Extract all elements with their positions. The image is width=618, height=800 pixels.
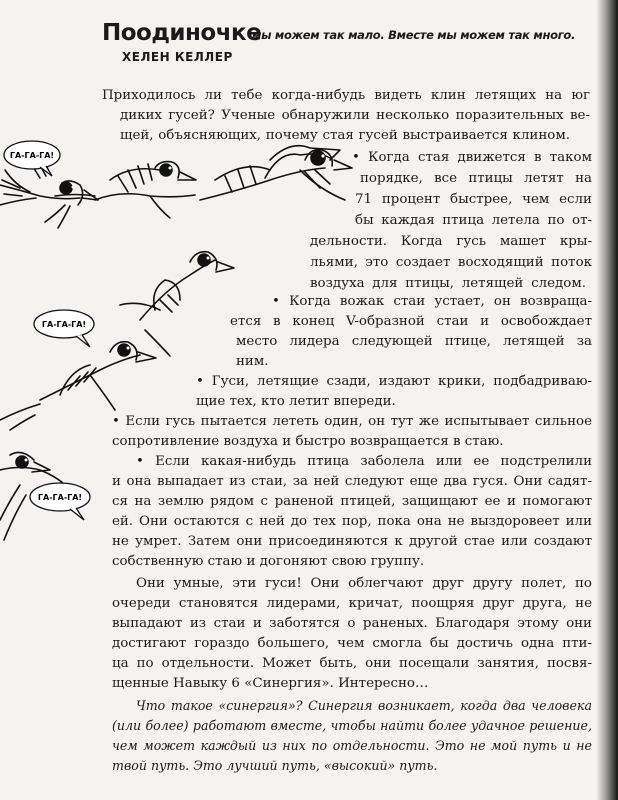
body-line: дельности. Когда гусь машет кры- [310,234,592,249]
body-line: очереди становятся лидерами, кричат, поощряя друг друга, не [112,596,592,611]
body-line: сопротивление воздуха и быстро возвращается в стаю. [112,434,504,449]
body-line: 71 процент быстрее, чем если [355,192,592,207]
body-line: • Если гусь пытается лететь один, он тут же испытывает сильное [112,414,592,429]
speech-bubble [2,138,64,178]
body-line: щенные Навыку 6 «Синергия». Интересно… [112,676,429,691]
body-line: ей. Они остаются с ней до тех пор, пока она не выздоровеет или [112,514,592,529]
goose-icon [0,404,40,430]
body-line: твой путь. Это лучший путь, «высокий» путь. [112,758,438,773]
body-line: достигают гораздо большего, чем смогла бы достичь одна пти- [112,636,592,651]
epigraph-author: ХЕЛЕН КЕЛЛЕР [122,50,233,64]
goose-icon [110,342,156,362]
body-line: место лидера следующей птице, летящей за [236,334,592,349]
body-line: ся на землю рядом с раненой птицей, защищают ее и помогают [112,494,592,509]
epigraph-quote: мы можем так мало. Вместе мы можем так много. [252,28,576,42]
body-line: не умрет. Затем они присоединяются к другой стае или создают [112,534,592,549]
goose-icon [155,162,196,180]
page-title: Поодиночке [102,20,262,46]
bubble-text: ГА-ГА-ГА! [41,320,87,329]
body-line: бы каждая птица летела по от- [355,213,592,228]
body-line: ним. [236,354,269,369]
body-line: чем может каждый из них по отдельности. Это не мой путь и не [112,738,592,753]
body-line: выпадают из стаи и заботятся о раненых. Благодаря этому они [112,616,592,631]
body-line: и она выпадает из стаи, за ней следуют еще два гуся. Они садят- [112,474,592,489]
body-line: щей, объясняющих, почему стая гусей выстраивается клином. [120,128,570,143]
body-line: щие тех, кто летит впереди. [196,394,396,409]
goose-icon [120,260,215,356]
body-line: ца по отдельности. Может быть, они посещали занятия, посвя- [112,656,592,671]
body-line: воздуха для птицы, летящей следом. [310,276,586,291]
speech-bubble [26,480,94,522]
book-spine-shadow [596,0,618,800]
body-line: диких гусей? Ученые обнаружили несколько поразительных ве- [120,108,590,123]
body-line: ется в конец V-образной стаи и освобождает [230,314,592,329]
body-line: льями, это создает восходящий поток [310,255,592,270]
body-line: • Если какая-нибудь птица заболела или ее подстрелили [136,454,592,469]
body-line: порядке, все птицы летят на [360,171,592,186]
body-line: (или более) работают вместе, чтобы найти более удачное решение, [112,718,592,733]
body-line: • Когда вожак стаи устает, он возвраща- [272,294,592,309]
bubble-text: ГА-ГА-ГА! [9,151,55,160]
body-line: • Когда стая движется в таком [352,150,592,165]
bubble-text: ГА-ГА-ГА! [37,493,83,502]
body-line: • Гуси, летящие сзади, издают крики, подбадриваю- [196,374,592,389]
goose-icon [305,150,352,170]
goose-icon [45,181,98,228]
body-line: собственную стаю и догоняют свою группу. [112,554,425,569]
goose-icon [40,355,140,410]
body-line: Приходилось ли тебе когда-нибудь видеть клин летящих на юг [102,88,590,103]
speech-bubble [32,307,98,349]
body-line: Они умные, эти гуси! Они облегчают друг другу полет, по [136,576,592,591]
body-line: Что такое «синергия»? Синергия возникает, когда два человека [136,698,592,713]
